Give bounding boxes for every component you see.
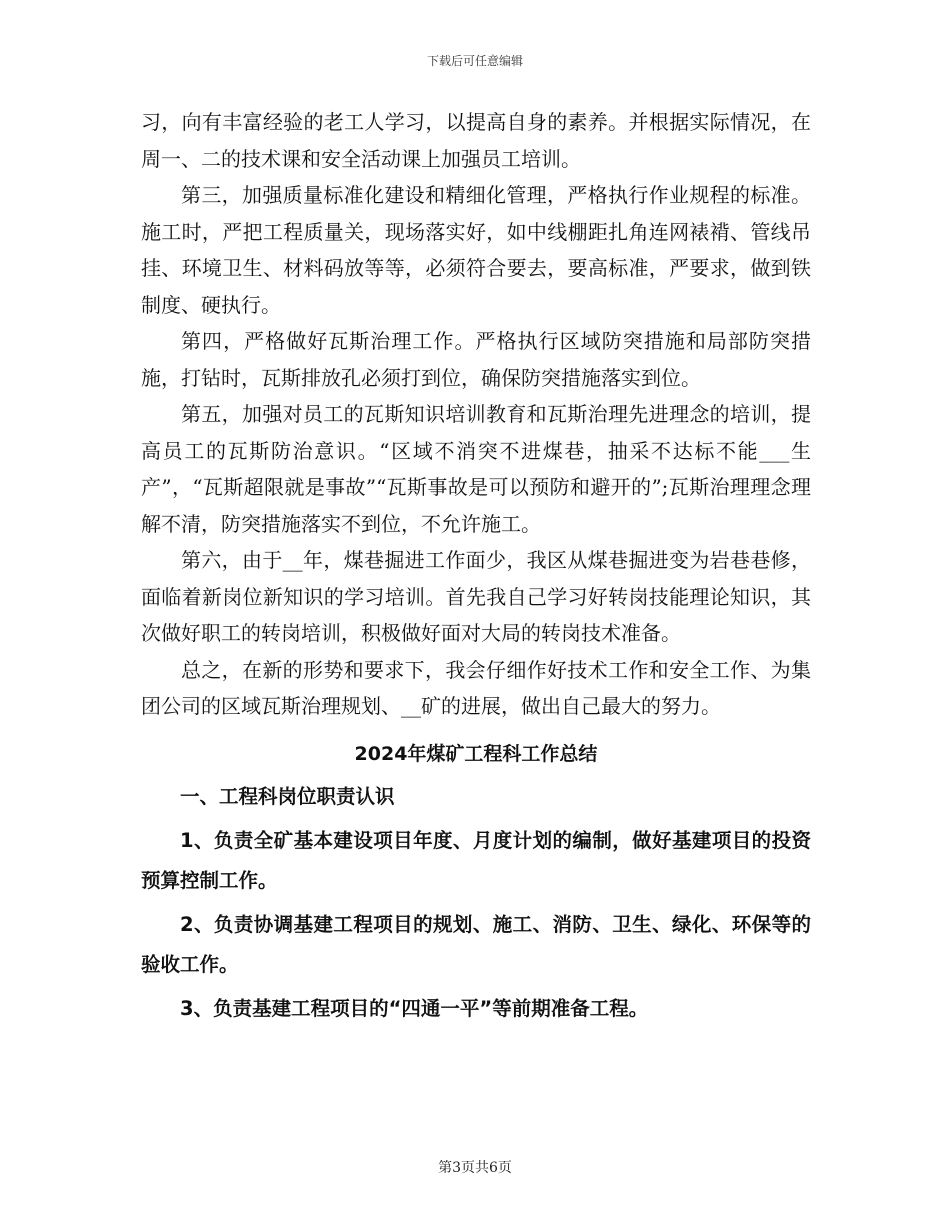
document-body xyxy=(141,104,811,1029)
duty-item-3: 3、负责基建工程项目的“四通一平”等前期准备工程。 xyxy=(180,996,649,1020)
subsection-title: 一、工程科岗位职责认识 xyxy=(180,784,395,808)
paragraph-third: 第三，加强质量标准化建设和精细化管理，严格执行作业规程的标准。施工时，严把工程质量关，现场落实好，如中线棚距扎角连网裱褙、管线吊挂、环境卫生、材料码放等等，必须符合要去，要高标准，严要求，做到铁制度、硬执行。 xyxy=(141,183,811,317)
paragraph-continued: 习，向有丰富经验的老工人学习，以提高自身的素养。并根据实际情况，在周一、二的技术课和安全活动课上加强员工培训。 xyxy=(141,110,811,171)
paragraph-fourth: 第四，严格做好瓦斯治理工作。严格执行区域防突措施和局部防突措施，打钻时，瓦斯排放孔必须打到位，确保防突措施落实到位。 xyxy=(141,329,811,390)
paragraph-conclusion: 总之，在新的形势和要求下，我会仔细作好技术工作和安全工作、为集团公司的区域瓦斯治理规划、__矿的进展，做出自己最大的努力。 xyxy=(141,657,811,718)
paragraph-sixth: 第六，由于__年，煤巷掘进工作面少，我区从煤巷掘进变为岩巷巷修，面临着新岗位新知识的学习培训。首先我自己学习好转岗技能理论知识，其次做好职工的转岗培训，积极做好面对大局的转岗技术准备。 xyxy=(141,548,811,645)
paragraph-fifth: 第五，加强对员工的瓦斯知识培训教育和瓦斯治理先进理念的培训，提高员工的瓦斯防治意识。“区域不消突不进煤巷，抽采不达标不能___生产”，“瓦斯超限就是事故”“瓦斯事故是可以预防和避开的”;瓦斯治理理念理解不清，防突措施落实不到位，不允许施工。 xyxy=(141,402,811,536)
duty-item-1: 1、负责全矿基本建设项目年度、月度计划的编制，做好基建项目的投资预算控制工作。 xyxy=(141,828,811,892)
header-note: 下载后可任意编辑 xyxy=(426,54,523,68)
page-number-footer: 第3页共6页 xyxy=(438,1160,512,1176)
section-title: 2024年煤矿工程科工作总结 xyxy=(354,742,598,765)
duty-item-2: 2、负责协调基建工程项目的规划、施工、消防、卫生、绿化、环保等的验收工作。 xyxy=(141,912,811,976)
